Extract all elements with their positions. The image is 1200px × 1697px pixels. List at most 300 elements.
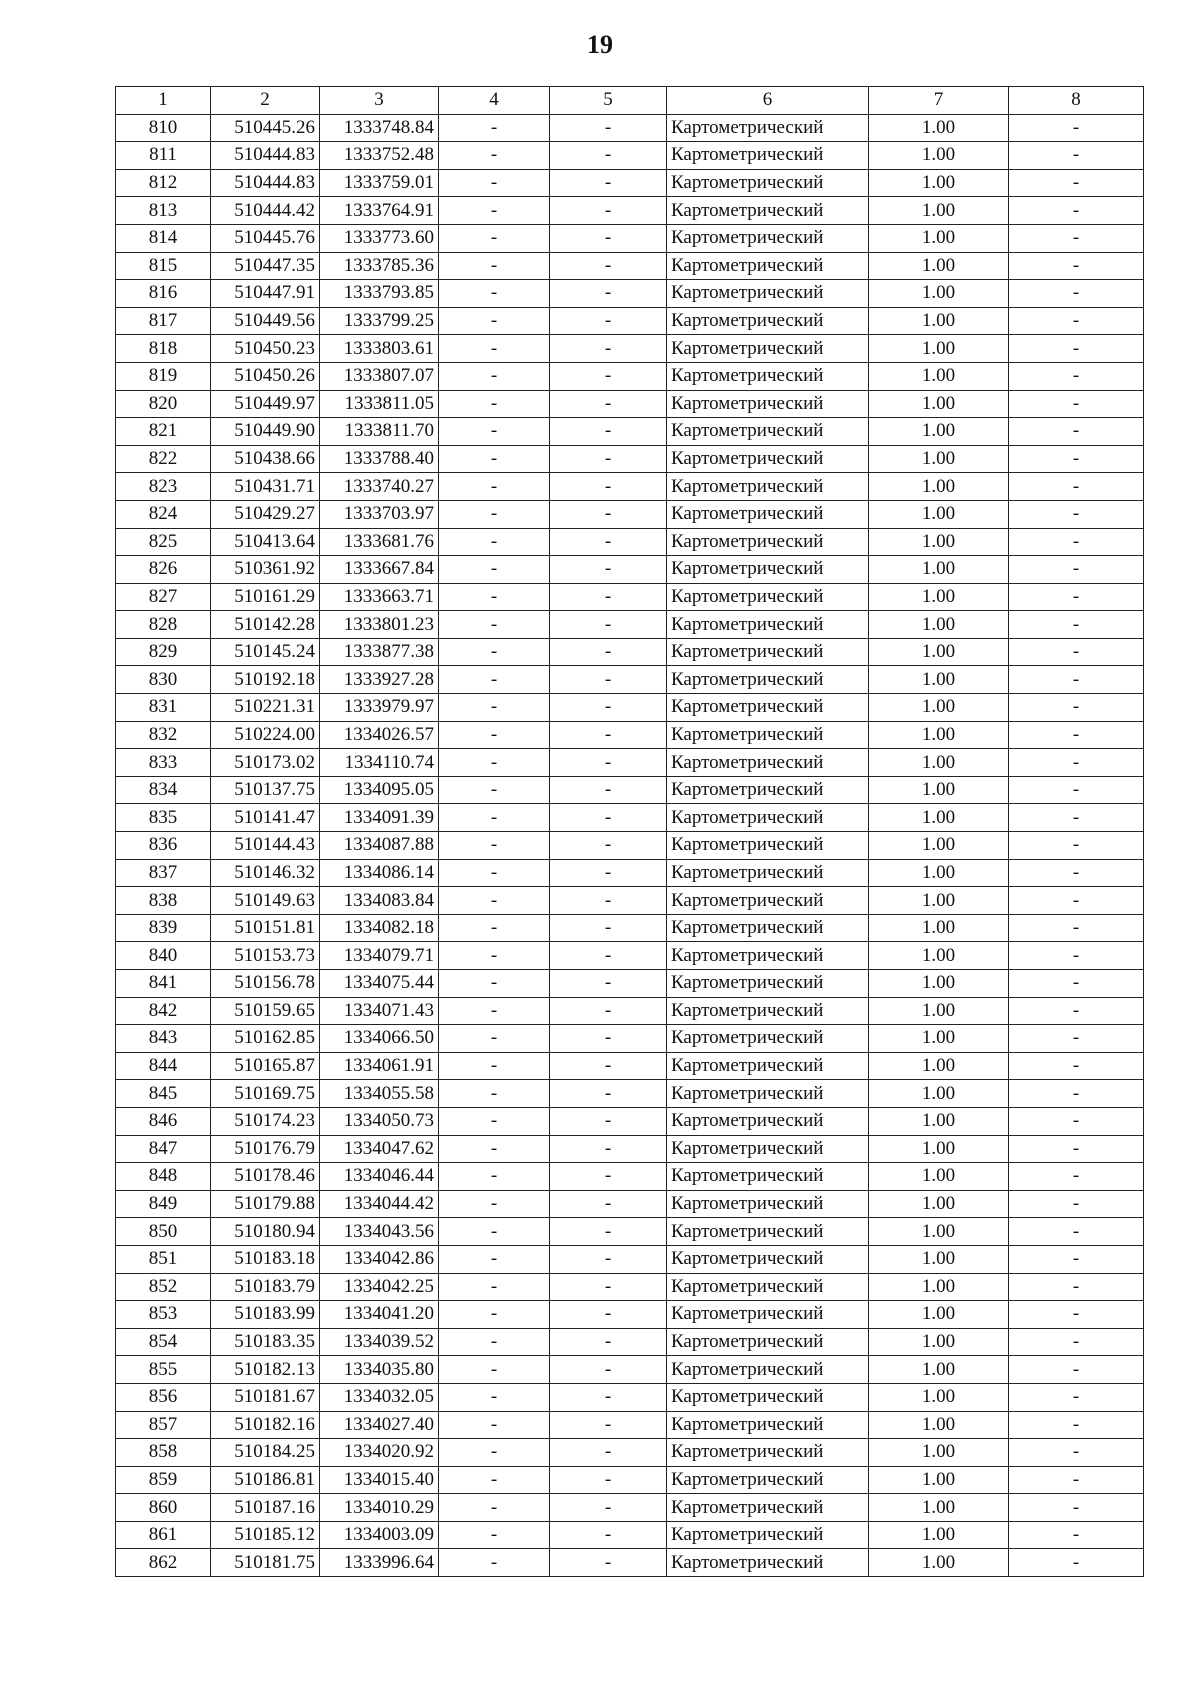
method-cell: Картометрический	[667, 1439, 869, 1467]
col4-value-cell: -	[439, 252, 550, 280]
y-coordinate-cell: 1334043.56	[320, 1218, 439, 1246]
x-coordinate-cell: 510449.97	[211, 390, 320, 418]
x-coordinate-cell: 510162.85	[211, 1025, 320, 1053]
method-cell: Картометрический	[667, 1356, 869, 1384]
accuracy-cell: 1.00	[869, 280, 1009, 308]
col5-value-cell: -	[550, 859, 667, 887]
accuracy-cell: 1.00	[869, 1190, 1009, 1218]
x-coordinate-cell: 510224.00	[211, 721, 320, 749]
x-coordinate-cell: 510145.24	[211, 638, 320, 666]
y-coordinate-cell: 1334044.42	[320, 1190, 439, 1218]
y-coordinate-cell: 1334055.58	[320, 1080, 439, 1108]
y-coordinate-cell: 1334082.18	[320, 914, 439, 942]
col8-value-cell: -	[1009, 473, 1144, 501]
col8-value-cell: -	[1009, 1163, 1144, 1191]
method-cell: Картометрический	[667, 1190, 869, 1218]
col5-value-cell: -	[550, 694, 667, 722]
y-coordinate-cell: 1333764.91	[320, 197, 439, 225]
x-coordinate-cell: 510361.92	[211, 556, 320, 584]
y-coordinate-cell: 1333927.28	[320, 666, 439, 694]
col4-value-cell: -	[439, 887, 550, 915]
point-number-cell: 838	[116, 887, 211, 915]
col5-value-cell: -	[550, 197, 667, 225]
accuracy-cell: 1.00	[869, 1328, 1009, 1356]
x-coordinate-cell: 510179.88	[211, 1190, 320, 1218]
table-row	[116, 335, 1144, 363]
table-row	[116, 638, 1144, 666]
y-coordinate-cell: 1333740.27	[320, 473, 439, 501]
col4-value-cell: -	[439, 114, 550, 142]
accuracy-cell: 1.00	[869, 252, 1009, 280]
y-coordinate-cell: 1333667.84	[320, 556, 439, 584]
point-number-cell: 836	[116, 832, 211, 860]
col5-value-cell: -	[550, 1549, 667, 1577]
x-coordinate-cell: 510449.90	[211, 418, 320, 446]
table-row	[116, 473, 1144, 501]
x-coordinate-cell: 510141.47	[211, 804, 320, 832]
table-row	[116, 252, 1144, 280]
table-row	[116, 556, 1144, 584]
x-coordinate-cell: 510183.35	[211, 1328, 320, 1356]
col4-value-cell: -	[439, 1052, 550, 1080]
x-coordinate-cell: 510450.23	[211, 335, 320, 363]
table-row	[116, 114, 1144, 142]
accuracy-cell: 1.00	[869, 1107, 1009, 1135]
y-coordinate-cell: 1334075.44	[320, 970, 439, 998]
point-number-cell: 855	[116, 1356, 211, 1384]
x-coordinate-cell: 510151.81	[211, 914, 320, 942]
accuracy-cell: 1.00	[869, 1218, 1009, 1246]
accuracy-cell: 1.00	[869, 445, 1009, 473]
x-coordinate-cell: 510449.56	[211, 307, 320, 335]
col8-value-cell: -	[1009, 1328, 1144, 1356]
col8-value-cell: -	[1009, 1052, 1144, 1080]
col5-value-cell: -	[550, 1052, 667, 1080]
point-number-cell: 850	[116, 1218, 211, 1246]
accuracy-cell: 1.00	[869, 859, 1009, 887]
col8-value-cell: -	[1009, 1549, 1144, 1577]
point-number-cell: 819	[116, 362, 211, 390]
col8-value-cell: -	[1009, 307, 1144, 335]
y-coordinate-cell: 1333788.40	[320, 445, 439, 473]
method-cell: Картометрический	[667, 142, 869, 170]
col4-value-cell: -	[439, 528, 550, 556]
col4-value-cell: -	[439, 859, 550, 887]
col5-value-cell: -	[550, 721, 667, 749]
col8-value-cell: -	[1009, 1411, 1144, 1439]
y-coordinate-cell: 1334003.09	[320, 1521, 439, 1549]
accuracy-cell: 1.00	[869, 1052, 1009, 1080]
col4-value-cell: -	[439, 832, 550, 860]
method-cell: Картометрический	[667, 169, 869, 197]
col8-value-cell: -	[1009, 832, 1144, 860]
col8-value-cell: -	[1009, 169, 1144, 197]
table-header-row	[116, 87, 1144, 115]
accuracy-cell: 1.00	[869, 1383, 1009, 1411]
method-cell: Картометрический	[667, 1080, 869, 1108]
col5-value-cell: -	[550, 335, 667, 363]
method-cell: Картометрический	[667, 528, 869, 556]
point-number-cell: 854	[116, 1328, 211, 1356]
table-row	[116, 804, 1144, 832]
table-row	[116, 666, 1144, 694]
coordinates-table	[115, 86, 1144, 1577]
col8-value-cell: -	[1009, 749, 1144, 777]
col5-value-cell: -	[550, 666, 667, 694]
accuracy-cell: 1.00	[869, 307, 1009, 335]
y-coordinate-cell: 1333801.23	[320, 611, 439, 639]
y-coordinate-cell: 1333803.61	[320, 335, 439, 363]
y-coordinate-cell: 1333681.76	[320, 528, 439, 556]
method-cell: Картометрический	[667, 666, 869, 694]
col5-value-cell: -	[550, 142, 667, 170]
point-number-cell: 814	[116, 224, 211, 252]
accuracy-cell: 1.00	[869, 169, 1009, 197]
method-cell: Картометрический	[667, 638, 869, 666]
point-number-cell: 859	[116, 1466, 211, 1494]
col5-value-cell: -	[550, 169, 667, 197]
y-coordinate-cell: 1334086.14	[320, 859, 439, 887]
accuracy-cell: 1.00	[869, 556, 1009, 584]
table-row	[116, 1328, 1144, 1356]
method-cell: Картометрический	[667, 1107, 869, 1135]
y-coordinate-cell: 1334047.62	[320, 1135, 439, 1163]
point-number-cell: 833	[116, 749, 211, 777]
col8-value-cell: -	[1009, 418, 1144, 446]
x-coordinate-cell: 510180.94	[211, 1218, 320, 1246]
column-header-7: 7	[869, 87, 1009, 115]
col4-value-cell: -	[439, 694, 550, 722]
col5-value-cell: -	[550, 1328, 667, 1356]
table-row	[116, 942, 1144, 970]
col5-value-cell: -	[550, 1439, 667, 1467]
col4-value-cell: -	[439, 1135, 550, 1163]
col4-value-cell: -	[439, 638, 550, 666]
accuracy-cell: 1.00	[869, 528, 1009, 556]
col8-value-cell: -	[1009, 1107, 1144, 1135]
method-cell: Картометрический	[667, 804, 869, 832]
y-coordinate-cell: 1333793.85	[320, 280, 439, 308]
accuracy-cell: 1.00	[869, 500, 1009, 528]
method-cell: Картометрический	[667, 1521, 869, 1549]
table-body	[116, 114, 1144, 1576]
point-number-cell: 844	[116, 1052, 211, 1080]
col8-value-cell: -	[1009, 942, 1144, 970]
col5-value-cell: -	[550, 280, 667, 308]
accuracy-cell: 1.00	[869, 362, 1009, 390]
y-coordinate-cell: 1334091.39	[320, 804, 439, 832]
table-row	[116, 583, 1144, 611]
point-number-cell: 826	[116, 556, 211, 584]
col4-value-cell: -	[439, 362, 550, 390]
point-number-cell: 843	[116, 1025, 211, 1053]
method-cell: Картометрический	[667, 445, 869, 473]
col8-value-cell: -	[1009, 638, 1144, 666]
col5-value-cell: -	[550, 942, 667, 970]
accuracy-cell: 1.00	[869, 473, 1009, 501]
x-coordinate-cell: 510185.12	[211, 1521, 320, 1549]
y-coordinate-cell: 1334026.57	[320, 721, 439, 749]
x-coordinate-cell: 510413.64	[211, 528, 320, 556]
point-number-cell: 852	[116, 1273, 211, 1301]
col8-value-cell: -	[1009, 1301, 1144, 1329]
x-coordinate-cell: 510165.87	[211, 1052, 320, 1080]
col4-value-cell: -	[439, 169, 550, 197]
col4-value-cell: -	[439, 1025, 550, 1053]
col4-value-cell: -	[439, 390, 550, 418]
method-cell: Картометрический	[667, 859, 869, 887]
point-number-cell: 848	[116, 1163, 211, 1191]
method-cell: Картометрический	[667, 224, 869, 252]
col8-value-cell: -	[1009, 556, 1144, 584]
col5-value-cell: -	[550, 1521, 667, 1549]
col4-value-cell: -	[439, 776, 550, 804]
point-number-cell: 858	[116, 1439, 211, 1467]
y-coordinate-cell: 1333877.38	[320, 638, 439, 666]
col8-value-cell: -	[1009, 694, 1144, 722]
method-cell: Картометрический	[667, 776, 869, 804]
col8-value-cell: -	[1009, 197, 1144, 225]
col5-value-cell: -	[550, 1107, 667, 1135]
point-number-cell: 811	[116, 142, 211, 170]
col5-value-cell: -	[550, 418, 667, 446]
y-coordinate-cell: 1334035.80	[320, 1356, 439, 1384]
col4-value-cell: -	[439, 1190, 550, 1218]
point-number-cell: 853	[116, 1301, 211, 1329]
accuracy-cell: 1.00	[869, 1301, 1009, 1329]
method-cell: Картометрический	[667, 694, 869, 722]
y-coordinate-cell: 1333748.84	[320, 114, 439, 142]
y-coordinate-cell: 1333703.97	[320, 500, 439, 528]
col5-value-cell: -	[550, 583, 667, 611]
x-coordinate-cell: 510184.25	[211, 1439, 320, 1467]
method-cell: Картометрический	[667, 970, 869, 998]
table-row	[116, 1273, 1144, 1301]
col4-value-cell: -	[439, 473, 550, 501]
accuracy-cell: 1.00	[869, 1135, 1009, 1163]
col8-value-cell: -	[1009, 280, 1144, 308]
x-coordinate-cell: 510182.13	[211, 1356, 320, 1384]
method-cell: Картометрический	[667, 390, 869, 418]
col5-value-cell: -	[550, 1190, 667, 1218]
col8-value-cell: -	[1009, 970, 1144, 998]
method-cell: Картометрический	[667, 1163, 869, 1191]
table-row	[116, 970, 1144, 998]
col4-value-cell: -	[439, 997, 550, 1025]
col5-value-cell: -	[550, 1356, 667, 1384]
col8-value-cell: -	[1009, 1521, 1144, 1549]
x-coordinate-cell: 510183.18	[211, 1245, 320, 1273]
x-coordinate-cell: 510438.66	[211, 445, 320, 473]
point-number-cell: 827	[116, 583, 211, 611]
x-coordinate-cell: 510447.35	[211, 252, 320, 280]
method-cell: Картометрический	[667, 832, 869, 860]
y-coordinate-cell: 1334083.84	[320, 887, 439, 915]
x-coordinate-cell: 510169.75	[211, 1080, 320, 1108]
point-number-cell: 856	[116, 1383, 211, 1411]
col4-value-cell: -	[439, 307, 550, 335]
x-coordinate-cell: 510182.16	[211, 1411, 320, 1439]
accuracy-cell: 1.00	[869, 114, 1009, 142]
col8-value-cell: -	[1009, 914, 1144, 942]
table-row	[116, 1439, 1144, 1467]
col4-value-cell: -	[439, 197, 550, 225]
x-coordinate-cell: 510445.76	[211, 224, 320, 252]
table-row	[116, 1052, 1144, 1080]
method-cell: Картометрический	[667, 1025, 869, 1053]
point-number-cell: 862	[116, 1549, 211, 1577]
table-row	[116, 390, 1144, 418]
table-row	[116, 280, 1144, 308]
col5-value-cell: -	[550, 445, 667, 473]
x-coordinate-cell: 510181.75	[211, 1549, 320, 1577]
col4-value-cell: -	[439, 1107, 550, 1135]
y-coordinate-cell: 1334027.40	[320, 1411, 439, 1439]
col4-value-cell: -	[439, 583, 550, 611]
col8-value-cell: -	[1009, 252, 1144, 280]
accuracy-cell: 1.00	[869, 1494, 1009, 1522]
method-cell: Картометрический	[667, 1328, 869, 1356]
accuracy-cell: 1.00	[869, 970, 1009, 998]
col5-value-cell: -	[550, 1080, 667, 1108]
point-number-cell: 829	[116, 638, 211, 666]
col5-value-cell: -	[550, 1163, 667, 1191]
x-coordinate-cell: 510187.16	[211, 1494, 320, 1522]
y-coordinate-cell: 1334050.73	[320, 1107, 439, 1135]
point-number-cell: 817	[116, 307, 211, 335]
point-number-cell: 841	[116, 970, 211, 998]
point-number-cell: 837	[116, 859, 211, 887]
y-coordinate-cell: 1333752.48	[320, 142, 439, 170]
point-number-cell: 831	[116, 694, 211, 722]
point-number-cell: 845	[116, 1080, 211, 1108]
method-cell: Картометрический	[667, 942, 869, 970]
col5-value-cell: -	[550, 1383, 667, 1411]
col5-value-cell: -	[550, 1273, 667, 1301]
col4-value-cell: -	[439, 1080, 550, 1108]
col4-value-cell: -	[439, 1163, 550, 1191]
col5-value-cell: -	[550, 1245, 667, 1273]
col5-value-cell: -	[550, 1025, 667, 1053]
x-coordinate-cell: 510159.65	[211, 997, 320, 1025]
column-header-2: 2	[211, 87, 320, 115]
method-cell: Картометрический	[667, 721, 869, 749]
accuracy-cell: 1.00	[869, 197, 1009, 225]
col8-value-cell: -	[1009, 804, 1144, 832]
method-cell: Картометрический	[667, 749, 869, 777]
y-coordinate-cell: 1333773.60	[320, 224, 439, 252]
point-number-cell: 861	[116, 1521, 211, 1549]
point-number-cell: 820	[116, 390, 211, 418]
col8-value-cell: -	[1009, 1218, 1144, 1246]
x-coordinate-cell: 510183.99	[211, 1301, 320, 1329]
col8-value-cell: -	[1009, 224, 1144, 252]
col4-value-cell: -	[439, 500, 550, 528]
col5-value-cell: -	[550, 1411, 667, 1439]
accuracy-cell: 1.00	[869, 1080, 1009, 1108]
col8-value-cell: -	[1009, 859, 1144, 887]
x-coordinate-cell: 510144.43	[211, 832, 320, 860]
table-row	[116, 1383, 1144, 1411]
table-row	[116, 1025, 1144, 1053]
accuracy-cell: 1.00	[869, 721, 1009, 749]
col5-value-cell: -	[550, 307, 667, 335]
y-coordinate-cell: 1334071.43	[320, 997, 439, 1025]
method-cell: Картометрический	[667, 1218, 869, 1246]
point-number-cell: 839	[116, 914, 211, 942]
table-row	[116, 914, 1144, 942]
column-header-5: 5	[550, 87, 667, 115]
col5-value-cell: -	[550, 1466, 667, 1494]
table-row	[116, 1107, 1144, 1135]
table-row	[116, 1163, 1144, 1191]
x-coordinate-cell: 510444.83	[211, 142, 320, 170]
method-cell: Картометрический	[667, 997, 869, 1025]
x-coordinate-cell: 510192.18	[211, 666, 320, 694]
table-row	[116, 1245, 1144, 1273]
table-row	[116, 997, 1144, 1025]
point-number-cell: 835	[116, 804, 211, 832]
col5-value-cell: -	[550, 1494, 667, 1522]
accuracy-cell: 1.00	[869, 804, 1009, 832]
table-row	[116, 859, 1144, 887]
x-coordinate-cell: 510186.81	[211, 1466, 320, 1494]
method-cell: Картометрический	[667, 1466, 869, 1494]
table-row	[116, 1494, 1144, 1522]
y-coordinate-cell: 1333811.05	[320, 390, 439, 418]
y-coordinate-cell: 1334015.40	[320, 1466, 439, 1494]
col4-value-cell: -	[439, 1521, 550, 1549]
point-number-cell: 824	[116, 500, 211, 528]
col5-value-cell: -	[550, 528, 667, 556]
col8-value-cell: -	[1009, 114, 1144, 142]
accuracy-cell: 1.00	[869, 1273, 1009, 1301]
point-number-cell: 846	[116, 1107, 211, 1135]
method-cell: Картометрический	[667, 280, 869, 308]
x-coordinate-cell: 510174.23	[211, 1107, 320, 1135]
y-coordinate-cell: 1334061.91	[320, 1052, 439, 1080]
col8-value-cell: -	[1009, 500, 1144, 528]
y-coordinate-cell: 1334020.92	[320, 1439, 439, 1467]
col4-value-cell: -	[439, 804, 550, 832]
table-row	[116, 1218, 1144, 1246]
col4-value-cell: -	[439, 749, 550, 777]
y-coordinate-cell: 1333785.36	[320, 252, 439, 280]
y-coordinate-cell: 1333759.01	[320, 169, 439, 197]
point-number-cell: 857	[116, 1411, 211, 1439]
point-number-cell: 830	[116, 666, 211, 694]
table-row	[116, 528, 1144, 556]
x-coordinate-cell: 510153.73	[211, 942, 320, 970]
col8-value-cell: -	[1009, 1439, 1144, 1467]
accuracy-cell: 1.00	[869, 749, 1009, 777]
method-cell: Картометрический	[667, 114, 869, 142]
accuracy-cell: 1.00	[869, 1466, 1009, 1494]
accuracy-cell: 1.00	[869, 694, 1009, 722]
x-coordinate-cell: 510429.27	[211, 500, 320, 528]
col8-value-cell: -	[1009, 1080, 1144, 1108]
accuracy-cell: 1.00	[869, 1439, 1009, 1467]
accuracy-cell: 1.00	[869, 638, 1009, 666]
x-coordinate-cell: 510176.79	[211, 1135, 320, 1163]
col8-value-cell: -	[1009, 721, 1144, 749]
y-coordinate-cell: 1334042.25	[320, 1273, 439, 1301]
table-row	[116, 1466, 1144, 1494]
table-row	[116, 721, 1144, 749]
accuracy-cell: 1.00	[869, 224, 1009, 252]
col4-value-cell: -	[439, 914, 550, 942]
table-row	[116, 197, 1144, 225]
